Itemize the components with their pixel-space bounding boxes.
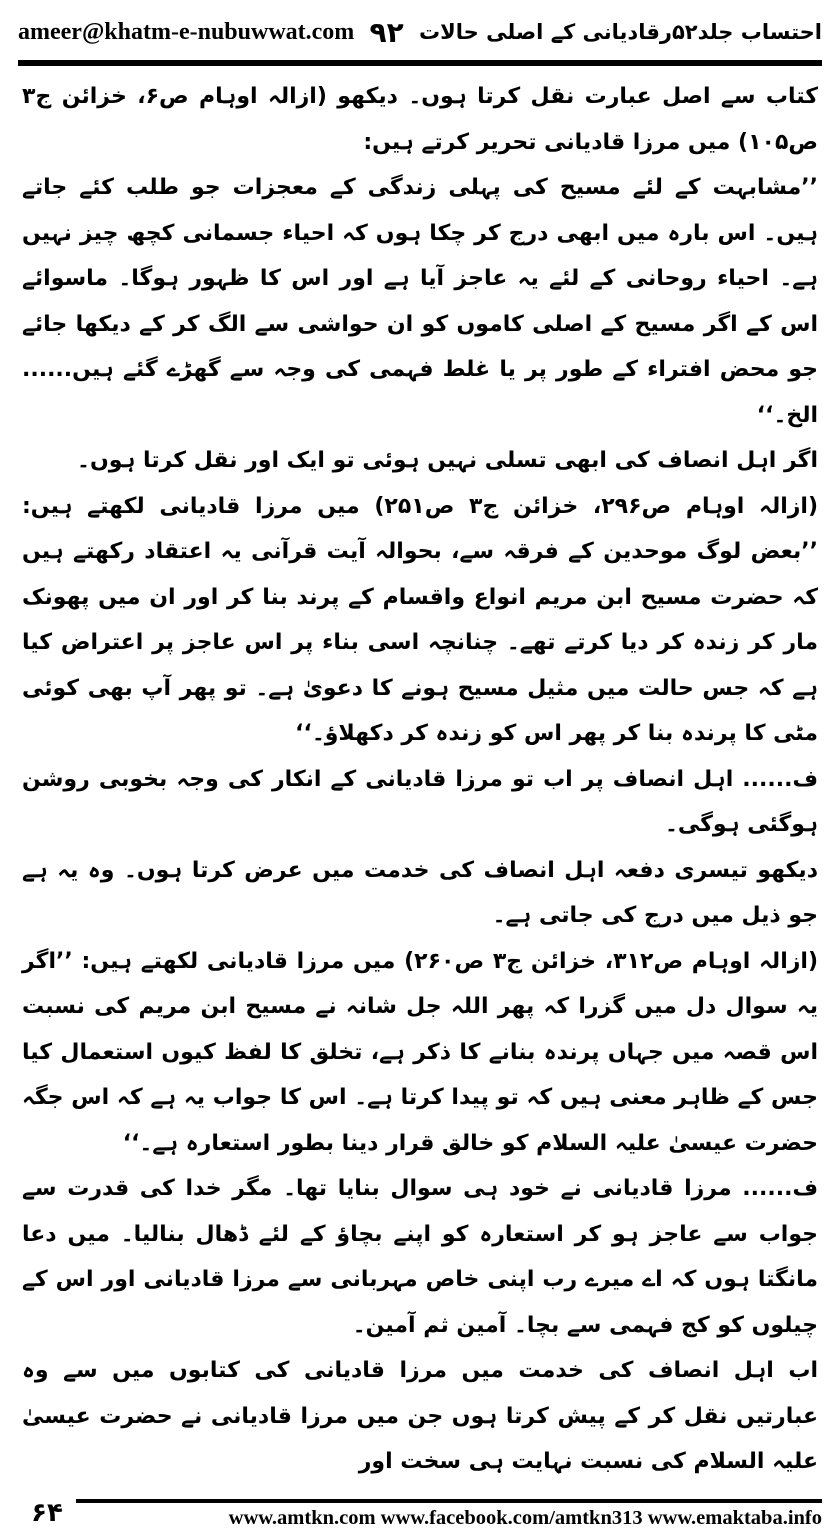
- header-email: ameer@khatm-e-nubuwwat.com: [18, 18, 355, 45]
- paragraph: اگر اہل انصاف کی ابھی تسلی نہیں ہوئی تو ایک اور نقل کرتا ہوں۔: [77, 448, 818, 473]
- quote-paragraph: (ازالہ اوہام ص۳۱۲، خزائن ج۳ ص۲۶۰) میں مرزا قادیانی لکھتے ہیں: ’’اگر یہ سوال دل میں گزرا کہ پھر اللہ جل شانہ نے مسیح ابن مریم کی نسبت اس قصہ میں جہاں پرندہ بنانے کا ذکر ہے، تخلق کا لفظ کیوں استعمال کیا جس کے ظاہر معنی ہیں کہ تو پیدا کرتا ہے۔ اس کا جواب یہ ہے کہ اس جگہ حضرت عیسیٰ علیہ السلام کو خالق قرار دینا بطور استعارہ ہے۔‘‘: [22, 948, 818, 1156]
- quote-paragraph: (ازالہ اوہام ص۲۹۶، خزائن ج۳ ص۲۵۱) میں مرزا قادیانی لکھتے ہیں: ’’بعض لوگ موحدین کے فرقہ سے، بحوالہ آیت قرآنی یہ اعتقاد رکھتے ہیں کہ حضرت مسیح ابن مریم انواع واقسام کے پرند بنا کر اور ان میں پھونک مار کر زندہ کر دیا کرتے تھے۔ چنانچہ اسی بناء پر اس عاجز پر اعتراض کیا ہے کہ جس حالت میں مثیل مسیح ہونے کا دعویٰ ہے۔ تو پھر آپ بھی کوئی مٹی کا پرندہ بنا کر پھر اس کو زندہ کر دکھلاؤ۔‘‘: [22, 493, 819, 746]
- footer-page-number: ۶۴: [31, 1498, 63, 1528]
- paragraph: دیکھو تیسری دفعہ اہل انصاف کی خدمت میں عرض کرتا ہوں۔ وہ یہ ہے جو ذیل میں درج کی جاتی ہے۔: [22, 857, 818, 928]
- paragraph: اب اہل انصاف کی خدمت میں مرزا قادیانی کی کتابوں میں سے وہ عبارتیں نقل کر کے پیش کرتا ہوں جن میں مرزا قادیانی نے حضرت عیسیٰ علیہ السلام کی نسبت نہایت ہی سخت اور: [22, 1358, 818, 1474]
- footer-rule: [76, 1499, 822, 1503]
- footer-links: www.amtkn.com www.facebook.com/amtkn313 www.emaktaba.info: [228, 1507, 822, 1529]
- footer-bar: [76, 1495, 822, 1531]
- page-header: [18, 10, 822, 54]
- note-paragraph: ف...... مرزا قادیانی نے خود ہی سوال بنایا تھا۔ مگر خدا کی قدرت سے جواب سے عاجز ہو کر استعارہ کو اپنے بچاؤ کے لئے ڈھال بنالیا۔ میں دعا مانگتا ہوں کہ اے میرے رب اپنی خاص مہربانی سے مرزا قادیانی اور اس کے چیلوں کو کج فہمی سے بچا۔ آمین ثم آمین۔: [22, 1176, 818, 1338]
- paragraph: کتاب سے اصل عبارت نقل کرتا ہوں۔ دیکھو (ازالہ اوہام ص۶، خزائن ج۳ ص۱۰۵) میں مرزا قادیانی تحریر کرتے ہیں:: [22, 84, 819, 155]
- quote-paragraph: ’’مشابہت کے لئے مسیح کی پہلی زندگی کے معجزات جو طلب کئے جاتے ہیں۔ اس بارہ میں ابھی درج کر چکا ہوں کہ احیاء جسمانی کچھ چیز نہیں ہے۔ احیاء روحانی کے لئے یہ عاجز آیا ہے اور اس کا ظہور ہوگا۔ ماسوائے اس کے اگر مسیح کے اصلی کاموں کو ان حواشی سے الگ کر کے دیکھا جائے جو محض افتراء کے طور پر یا غلط فہمی کی وجہ سے گھڑے گئے ہیں...... الخ۔‘‘: [22, 175, 818, 428]
- header-rule: [18, 60, 822, 66]
- header-page-number: ۹۲: [369, 15, 404, 49]
- note-paragraph: ف...... اہل انصاف پر اب تو مرزا قادیانی کے انکار کی وجہ بخوبی روشن ہوگئی ہوگی۔: [22, 766, 818, 837]
- page-footer: [18, 1495, 822, 1531]
- page-body: [22, 74, 818, 1485]
- running-title: احتساب جلد۵۲رقادیانی کے اصلی حالات: [419, 20, 822, 44]
